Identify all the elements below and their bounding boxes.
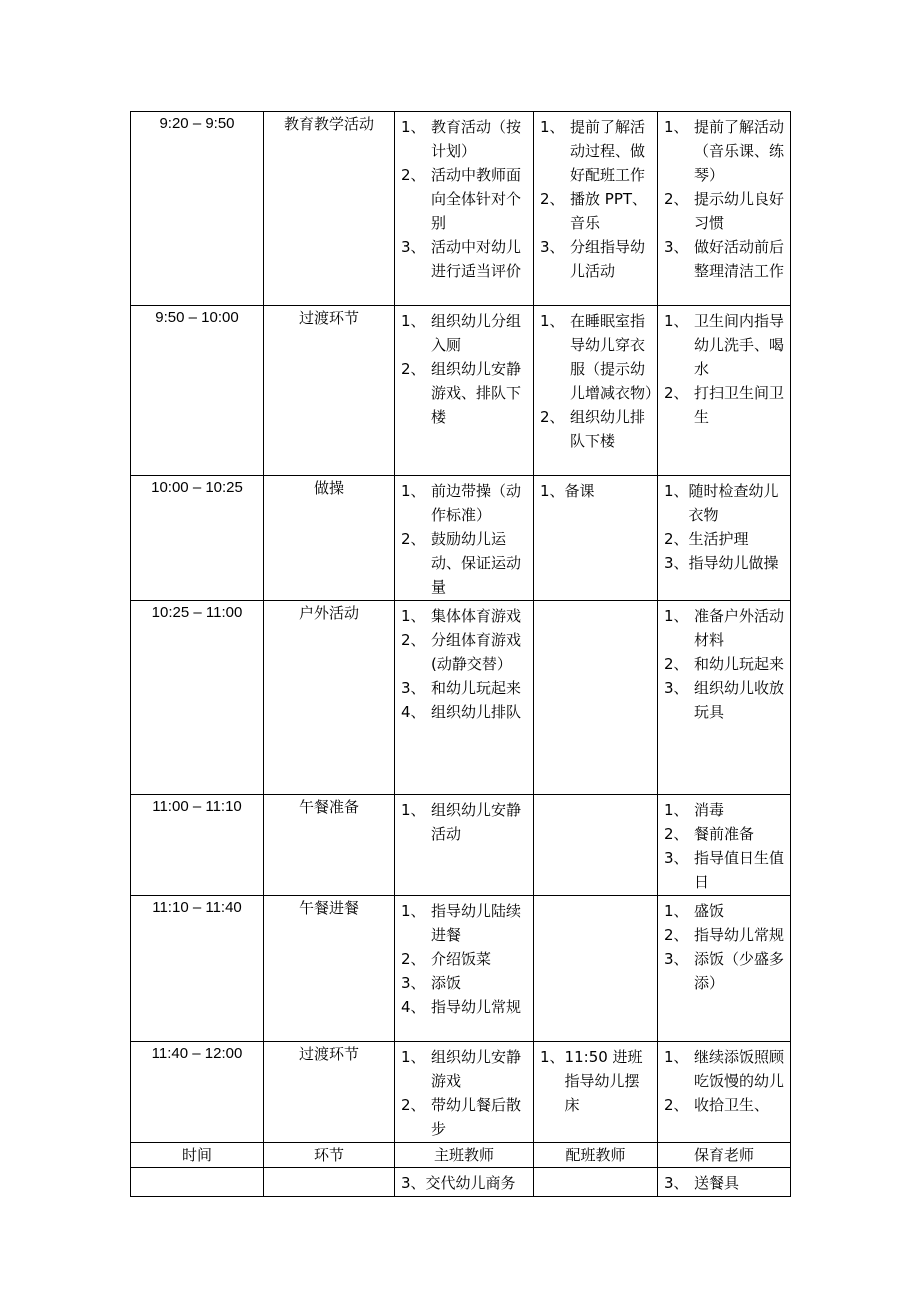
lead-teacher-cell-list — [395, 112, 533, 284]
duty-item — [401, 357, 529, 429]
care-teacher-cell — [658, 306, 791, 476]
duty-text: 活动中教师面向全体针对个别 — [431, 166, 522, 232]
duty-text: 备课 — [564, 482, 595, 500]
tail-care-cell — [658, 1168, 791, 1197]
lead-teacher-cell-list — [395, 476, 533, 600]
duty-number: 3、 — [664, 849, 689, 867]
stage-cell: 午餐准备 — [264, 795, 395, 896]
duty-text: 指导幼儿陆续进餐 — [431, 902, 522, 944]
duty-item — [664, 1171, 786, 1195]
duty-text: 分组指导幼儿活动 — [570, 238, 646, 280]
duty-number: 1、 — [664, 118, 689, 136]
header-assistant: 配班教师 — [534, 1143, 658, 1168]
duty-text: 分组体育游戏(动静交替） — [431, 631, 522, 673]
daily-schedule-table — [130, 111, 791, 1197]
duty-text: 组织幼儿分组入厕 — [431, 312, 522, 354]
column-header-row — [131, 1143, 791, 1168]
duty-number: 1、 — [401, 482, 426, 500]
duty-text: 送餐具 — [694, 1174, 740, 1192]
stage-cell: 教育教学活动 — [264, 112, 395, 306]
duty-number: 2、 — [540, 190, 565, 208]
assistant-teacher-cell — [534, 896, 658, 1042]
duty-text: 随时检查幼儿衣物 — [688, 482, 779, 524]
care-teacher-cell — [658, 601, 791, 795]
duty-item — [540, 115, 653, 187]
continuation-row — [131, 1168, 791, 1197]
assistant-teacher-cell — [534, 476, 658, 601]
tail-stage-cell — [264, 1168, 395, 1197]
lead-teacher-cell-list — [395, 306, 533, 430]
duty-number: 2、 — [664, 530, 689, 548]
duty-number: 3、 — [401, 1174, 426, 1192]
duty-item — [401, 163, 529, 235]
duty-item — [664, 309, 786, 381]
care-teacher-cell-list — [658, 601, 790, 725]
duty-item — [664, 798, 786, 822]
duty-number: 1、 — [664, 482, 689, 500]
duty-text: 指导幼儿做操 — [688, 554, 779, 572]
duty-number: 1、 — [664, 607, 689, 625]
duty-number: 2、 — [664, 825, 689, 843]
schedule-row — [131, 1042, 791, 1143]
header-care: 保育老师 — [658, 1143, 791, 1168]
time-cell: 11:00 – 11:10 — [131, 795, 264, 896]
tail-lead-cell-list — [395, 1168, 533, 1196]
lead-teacher-cell — [395, 1042, 534, 1143]
header-stage: 环节 — [264, 1143, 395, 1168]
care-teacher-cell — [658, 476, 791, 601]
header-time: 时间 — [131, 1143, 264, 1168]
duty-item — [401, 1171, 529, 1195]
time-cell: 10:25 – 11:00 — [131, 601, 264, 795]
duty-number: 1、 — [540, 1048, 565, 1066]
tail-care-cell-list — [658, 1168, 790, 1196]
duty-text: 11:50 进班指导幼儿摆床 — [564, 1048, 643, 1114]
duty-number: 4、 — [401, 703, 426, 721]
duty-item — [664, 822, 786, 846]
duty-text: 集体体育游戏 — [431, 607, 522, 625]
duty-text: 指导值日生值日 — [694, 849, 785, 891]
lead-teacher-cell — [395, 896, 534, 1042]
lead-teacher-cell — [395, 306, 534, 476]
duty-number: 1、 — [401, 1048, 426, 1066]
duty-number: 3、 — [401, 238, 426, 256]
duty-number: 2、 — [664, 655, 689, 673]
duty-text: 组织幼儿安静游戏、排队下楼 — [431, 360, 522, 426]
care-teacher-cell-list — [658, 1042, 790, 1118]
care-teacher-cell-list — [658, 112, 790, 284]
lead-teacher-cell-list — [395, 601, 533, 725]
duty-item — [664, 381, 786, 429]
duty-item — [540, 235, 653, 283]
duty-text: 交代幼儿商务 — [425, 1174, 516, 1192]
duty-item — [540, 1045, 653, 1117]
duty-item — [401, 527, 529, 599]
assistant-teacher-cell-list — [534, 306, 661, 454]
duty-item — [401, 1045, 529, 1093]
duty-item — [664, 846, 786, 894]
duty-number: 3、 — [664, 950, 689, 968]
duty-number: 3、 — [401, 679, 426, 697]
duty-number: 2、 — [664, 926, 689, 944]
duty-item — [664, 1093, 786, 1117]
duty-item — [401, 115, 529, 163]
duty-item — [664, 527, 786, 551]
schedule-row — [131, 112, 791, 306]
time-cell: 11:10 – 11:40 — [131, 896, 264, 1042]
duty-text: 做好活动前后整理清洁工作 — [694, 238, 785, 280]
lead-teacher-cell — [395, 476, 534, 601]
time-cell: 11:40 – 12:00 — [131, 1042, 264, 1143]
duty-number: 1、 — [401, 607, 426, 625]
stage-cell: 过渡环节 — [264, 1042, 395, 1143]
time-cell: 9:20 – 9:50 — [131, 112, 264, 306]
lead-teacher-cell-list — [395, 1042, 533, 1142]
assistant-teacher-cell — [534, 601, 658, 795]
time-cell: 9:50 – 10:00 — [131, 306, 264, 476]
duty-item — [401, 1093, 529, 1141]
duty-item — [401, 971, 529, 995]
duty-text: 打扫卫生间卫生 — [694, 384, 785, 426]
stage-cell: 午餐进餐 — [264, 896, 395, 1042]
duty-text: 指导幼儿常规 — [694, 926, 785, 944]
schedule-row — [131, 601, 791, 795]
duty-number: 3、 — [540, 238, 565, 256]
care-teacher-cell — [658, 896, 791, 1042]
duty-item — [401, 309, 529, 357]
duty-number: 1、 — [540, 482, 565, 500]
lead-teacher-cell — [395, 795, 534, 896]
duty-number: 2、 — [664, 384, 689, 402]
duty-text: 组织幼儿安静活动 — [431, 801, 522, 843]
duty-text: 带幼儿餐后散步 — [431, 1096, 522, 1138]
duty-item — [664, 923, 786, 947]
stage-cell: 户外活动 — [264, 601, 395, 795]
stage-cell: 过渡环节 — [264, 306, 395, 476]
schedule-body — [131, 112, 791, 1197]
duty-number: 1、 — [401, 902, 426, 920]
duty-number: 1、 — [664, 312, 689, 330]
duty-number: 2、 — [401, 530, 426, 548]
lead-teacher-cell-list — [395, 795, 533, 847]
duty-item — [664, 899, 786, 923]
duty-text: 提示幼儿良好习惯 — [694, 190, 785, 232]
duty-number: 1、 — [401, 118, 426, 136]
duty-item — [664, 676, 786, 724]
duty-item — [401, 947, 529, 971]
care-teacher-cell-list — [658, 896, 790, 996]
duty-number: 3、 — [664, 238, 689, 256]
lead-teacher-cell — [395, 601, 534, 795]
duty-text: 组织幼儿排队下楼 — [570, 408, 646, 450]
assistant-teacher-cell — [534, 795, 658, 896]
assistant-teacher-cell-list — [534, 1042, 657, 1118]
duty-number: 2、 — [401, 950, 426, 968]
duty-number: 3、 — [664, 554, 689, 572]
duty-item — [540, 187, 653, 235]
duty-text: 提前了解活动过程、做好配班工作 — [570, 118, 646, 184]
assistant-teacher-cell — [534, 1042, 658, 1143]
duty-item — [401, 628, 529, 676]
duty-number: 3、 — [401, 974, 426, 992]
duty-number: 2、 — [540, 408, 565, 426]
duty-text: 组织幼儿安静游戏 — [431, 1048, 522, 1090]
duty-text: 准备户外活动材料 — [694, 607, 785, 649]
duty-text: 在睡眠室指导幼儿穿衣服（提示幼儿增减衣物） — [570, 312, 661, 402]
duty-text: 盛饭 — [694, 902, 725, 920]
assistant-teacher-cell-list — [534, 112, 657, 284]
duty-number: 4、 — [401, 998, 426, 1016]
tail-time-cell — [131, 1168, 264, 1197]
duty-item — [664, 115, 786, 187]
duty-item — [664, 235, 786, 283]
duty-text: 和幼儿玩起来 — [694, 655, 785, 673]
duty-number: 1、 — [664, 1048, 689, 1066]
duty-item — [664, 1045, 786, 1093]
duty-text: 和幼儿玩起来 — [431, 679, 522, 697]
duty-text: 提前了解活动（音乐课、练琴） — [694, 118, 785, 184]
duty-number: 3、 — [664, 1174, 689, 1192]
duty-number: 1、 — [401, 312, 426, 330]
tail-assistant-cell — [534, 1168, 658, 1197]
duty-text: 继续添饭照顾吃饭慢的幼儿 — [694, 1048, 785, 1090]
duty-number: 2、 — [401, 166, 426, 184]
duty-text: 生活护理 — [688, 530, 749, 548]
duty-text: 前边带操（动作标准） — [431, 482, 522, 524]
duty-text: 组织幼儿排队 — [431, 703, 522, 721]
duty-item — [664, 652, 786, 676]
duty-text: 播放 PPT、音乐 — [570, 190, 648, 232]
duty-number: 1、 — [540, 312, 565, 330]
duty-item — [401, 479, 529, 527]
duty-number: 3、 — [664, 679, 689, 697]
duty-number: 2、 — [664, 1096, 689, 1114]
care-teacher-cell — [658, 1042, 791, 1143]
care-teacher-cell-list — [658, 476, 790, 576]
duty-item — [401, 899, 529, 947]
duty-item — [401, 676, 529, 700]
duty-text: 教育活动（按计划） — [431, 118, 522, 160]
lead-teacher-cell — [395, 112, 534, 306]
duty-text: 指导幼儿常规 — [431, 998, 522, 1016]
duty-item — [401, 995, 529, 1019]
duty-item — [401, 798, 529, 846]
lead-teacher-cell-list — [395, 896, 533, 1020]
duty-text: 消毒 — [694, 801, 725, 819]
care-teacher-cell — [658, 112, 791, 306]
duty-number: 1、 — [540, 118, 565, 136]
duty-number: 1、 — [664, 801, 689, 819]
care-teacher-cell — [658, 795, 791, 896]
schedule-row — [131, 795, 791, 896]
schedule-row — [131, 306, 791, 476]
assistant-teacher-cell — [534, 306, 661, 476]
duty-number: 2、 — [401, 360, 426, 378]
duty-text: 卫生间内指导幼儿洗手、喝水 — [694, 312, 785, 378]
duty-item — [540, 405, 653, 453]
duty-text: 添饭 — [431, 974, 462, 992]
duty-text: 介绍饭菜 — [431, 950, 492, 968]
time-cell: 10:00 – 10:25 — [131, 476, 264, 601]
duty-item — [540, 309, 661, 405]
assistant-teacher-cell-list — [534, 476, 657, 504]
header-lead: 主班教师 — [395, 1143, 534, 1168]
assistant-teacher-cell — [534, 112, 658, 306]
duty-item — [664, 187, 786, 235]
duty-item — [664, 604, 786, 652]
duty-item — [540, 479, 653, 503]
care-teacher-cell-list — [658, 306, 790, 430]
tail-lead-cell — [395, 1168, 534, 1197]
stage-cell: 做操 — [264, 476, 395, 601]
duty-number: 2、 — [664, 190, 689, 208]
duty-number: 1、 — [664, 902, 689, 920]
duty-item — [664, 551, 786, 575]
duty-text: 鼓励幼儿运动、保证运动量 — [431, 530, 522, 596]
duty-item — [664, 947, 786, 995]
duty-text: 组织幼儿收放玩具 — [694, 679, 785, 721]
duty-item — [401, 700, 529, 724]
duty-text: 收拾卫生、 — [694, 1096, 770, 1114]
care-teacher-cell-list — [658, 795, 790, 895]
duty-text: 添饭（少盛多添） — [694, 950, 785, 992]
schedule-row — [131, 476, 791, 601]
duty-number: 1、 — [401, 801, 426, 819]
duty-item — [401, 235, 529, 283]
duty-number: 2、 — [401, 631, 426, 649]
schedule-row — [131, 896, 791, 1042]
duty-number: 2、 — [401, 1096, 426, 1114]
duty-item — [664, 479, 786, 527]
duty-text: 餐前准备 — [694, 825, 755, 843]
duty-text: 活动中对幼儿进行适当评价 — [431, 238, 522, 280]
duty-item — [401, 604, 529, 628]
